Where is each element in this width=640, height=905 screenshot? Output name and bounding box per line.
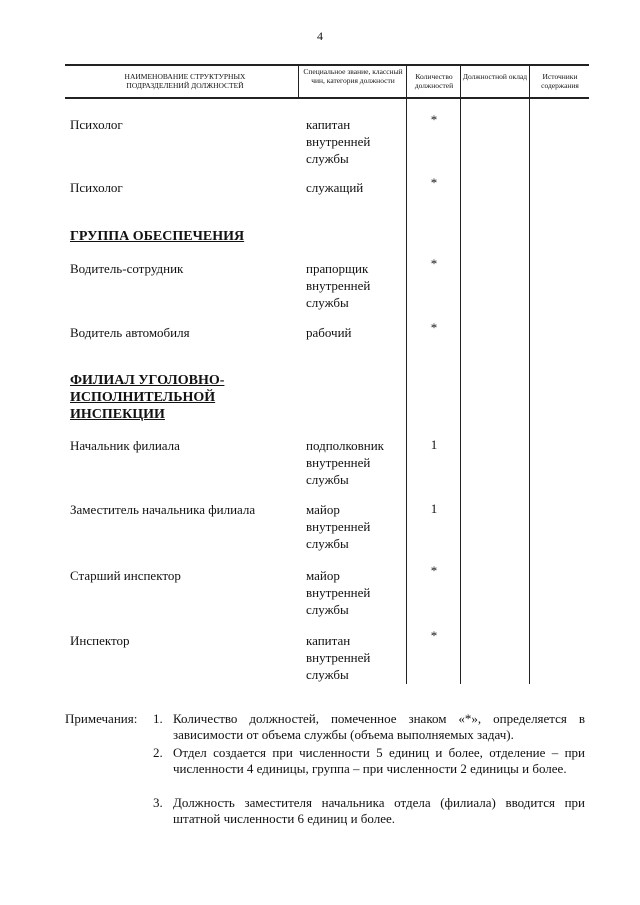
notes-label: Примечания: — [65, 711, 138, 726]
position-quantity: * — [430, 628, 438, 643]
header-col-rank: Специальное звание, классный чин, категория должности — [303, 67, 403, 85]
column-divider-1 — [298, 64, 299, 99]
note-item — [153, 711, 585, 743]
position-name: Психолог — [70, 117, 123, 132]
note-text: Количество должностей, помеченное знаком «*», определяется в зависимости от объема службы (объема выполняемых задач). — [173, 711, 585, 742]
column-divider-3 — [460, 64, 461, 684]
position-name: Водитель автомобиля — [70, 325, 190, 340]
position-rank: подполковник внутренней службы — [306, 438, 384, 487]
table-top-border — [65, 64, 589, 66]
position-name: Инспектор — [70, 633, 130, 648]
position-name: Заместитель начальника филиала — [70, 502, 256, 517]
page-number: 4 — [317, 29, 323, 43]
section-heading: ФИЛИАЛ УГОЛОВНО-ИСПОЛНИТЕЛЬНОЙ ИНСПЕКЦИИ — [70, 373, 225, 422]
position-quantity: * — [430, 112, 438, 127]
header-col-qty: Количество должностей — [414, 72, 454, 90]
position-name: Начальник филиала — [70, 438, 180, 453]
position-rank: прапорщик внутренней службы — [306, 261, 371, 310]
column-divider-4 — [529, 64, 530, 684]
position-name: Водитель-сотрудник — [70, 261, 184, 276]
header-col-salary: Должностной оклад — [462, 72, 528, 81]
position-quantity: * — [430, 320, 438, 335]
note-item — [153, 795, 585, 827]
position-rank: служащий — [306, 180, 364, 195]
note-text: Отдел создается при численности 5 единиц и более, отделение – при численности 4 единицы, группа – при численности 2 единицы и более. — [173, 745, 585, 776]
section-heading: ГРУППА ОБЕСПЕЧЕНИЯ — [70, 229, 245, 244]
position-rank: рабочий — [306, 325, 352, 340]
header-bottom-border — [65, 97, 589, 99]
position-rank: капитан внутренней службы — [306, 633, 371, 682]
note-number: 1. — [153, 711, 163, 726]
position-quantity: 1 — [430, 437, 438, 452]
position-quantity: 1 — [430, 501, 438, 516]
position-name: Психолог — [70, 180, 123, 195]
position-rank: майор внутренней службы — [306, 568, 371, 617]
position-rank: капитан внутренней службы — [306, 117, 371, 166]
header-col-source: Источники содержания — [541, 72, 579, 90]
column-divider-2 — [406, 64, 407, 684]
position-quantity: * — [430, 256, 438, 271]
note-number: 3. — [153, 795, 163, 810]
position-quantity: * — [430, 563, 438, 578]
note-item — [153, 745, 585, 777]
position-quantity: * — [430, 175, 438, 190]
note-number: 2. — [153, 745, 163, 760]
position-name: Старший инспектор — [70, 568, 181, 583]
position-rank: майор внутренней службы — [306, 502, 371, 551]
note-text: Должность заместителя начальника отдела (филиала) вводится при штатной численности 6 единиц и более. — [173, 795, 585, 826]
header-col-name: НАИМЕНОВАНИЕ СТРУКТУРНЫХ ПОДРАЗДЕЛЕНИЙ ДОЛЖНОСТЕЙ — [124, 72, 246, 90]
